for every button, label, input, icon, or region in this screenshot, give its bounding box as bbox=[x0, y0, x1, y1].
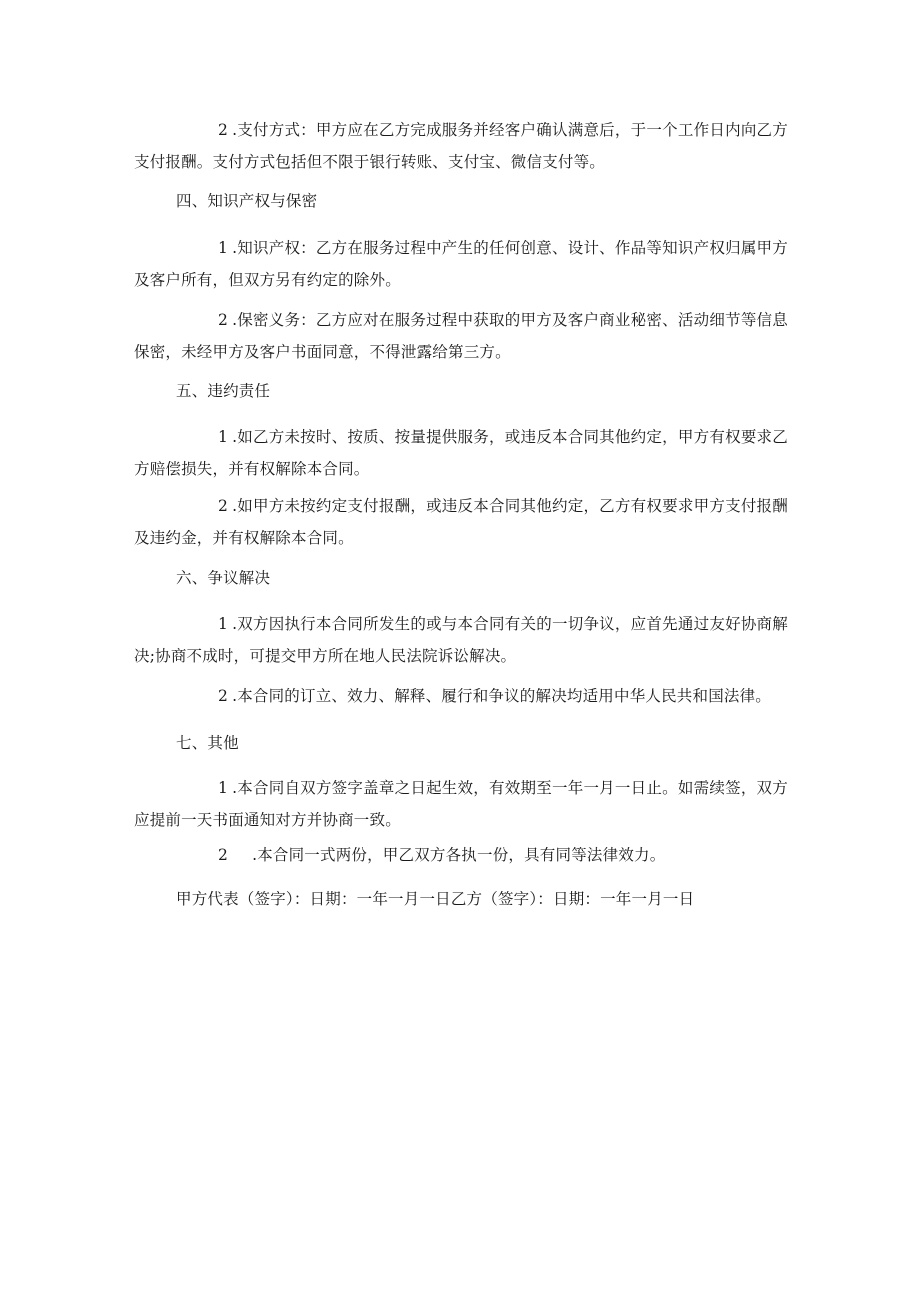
clause-text: .支付方式：甲方应在乙方完成服务并经客户确认满意后，于一个工作日内向乙方支付报酬。支付方式包括但不限于银行转账、支付宝、微信支付等。 bbox=[134, 121, 788, 171]
clause-number: 2 bbox=[218, 497, 229, 515]
clause-text: .知识产权：乙方在服务过程中产生的任何创意、设计、作品等知识产权归属甲方及客户所有，但双方另有约定的除外。 bbox=[134, 239, 788, 289]
clause-number: 2 bbox=[218, 121, 229, 139]
section-heading-ip-confidentiality: 四、知识产权与保密 bbox=[176, 192, 318, 210]
clause-text: .本合同自双方签字盖章之日起生效，有效期至一年一月一日止。如需续签，双方应提前一天书面通知对方并协商一致。 bbox=[134, 779, 788, 829]
clause-number: 2 bbox=[218, 846, 229, 864]
section-heading-liability: 五、违约责任 bbox=[176, 382, 271, 400]
payment-clause bbox=[134, 114, 788, 178]
clause-number: 2 bbox=[218, 311, 229, 329]
clause-number: 2 bbox=[218, 687, 229, 705]
clause-text: .如甲方未按约定支付报酬，或违反本合同其他约定，乙方有权要求甲方支付报酬及违约金，并有权解除本合同。 bbox=[134, 497, 788, 547]
copies-clause bbox=[134, 839, 788, 871]
clause-text: .如乙方未按时、按质、按量提供服务，或违反本合同其他约定，甲方有权要求乙方赔偿损失，并有权解除本合同。 bbox=[134, 428, 788, 478]
dispute-resolution-clause bbox=[134, 608, 788, 672]
signature-line: 甲方代表（签字）：日期：一年一月一日乙方（签字）：日期：一年一月一日 bbox=[176, 890, 695, 908]
ip-clause bbox=[134, 232, 788, 296]
governing-law-clause bbox=[134, 680, 788, 712]
clause-text: .保密义务：乙方应对在服务过程中获取的甲方及客户商业秘密、活动细节等信息保密，未经甲方及客户书面同意，不得泄露给第三方。 bbox=[134, 311, 788, 361]
clause-number: 1 bbox=[218, 615, 229, 633]
clause-text: .双方因执行本合同所发生的或与本合同有关的一切争议，应首先通过友好协商解决;协商不成时，可提交甲方所在地人民法院诉讼解决。 bbox=[134, 615, 788, 665]
clause-text: .本合同一式两份，甲乙双方各执一份，具有同等法律效力。 bbox=[252, 846, 666, 864]
confidentiality-clause bbox=[134, 304, 788, 368]
party-a-breach-clause bbox=[134, 490, 788, 554]
section-heading-dispute: 六、争议解决 bbox=[176, 569, 271, 587]
party-b-breach-clause bbox=[134, 421, 788, 485]
clause-text: .本合同的订立、效力、解释、履行和争议的解决均适用中华人民共和国法律。 bbox=[232, 687, 771, 705]
clause-number: 1 bbox=[218, 779, 229, 797]
section-heading-other: 七、其他 bbox=[176, 734, 239, 752]
clause-number: 1 bbox=[218, 239, 229, 257]
effective-term-clause bbox=[134, 772, 788, 836]
clause-number: 1 bbox=[218, 428, 229, 446]
